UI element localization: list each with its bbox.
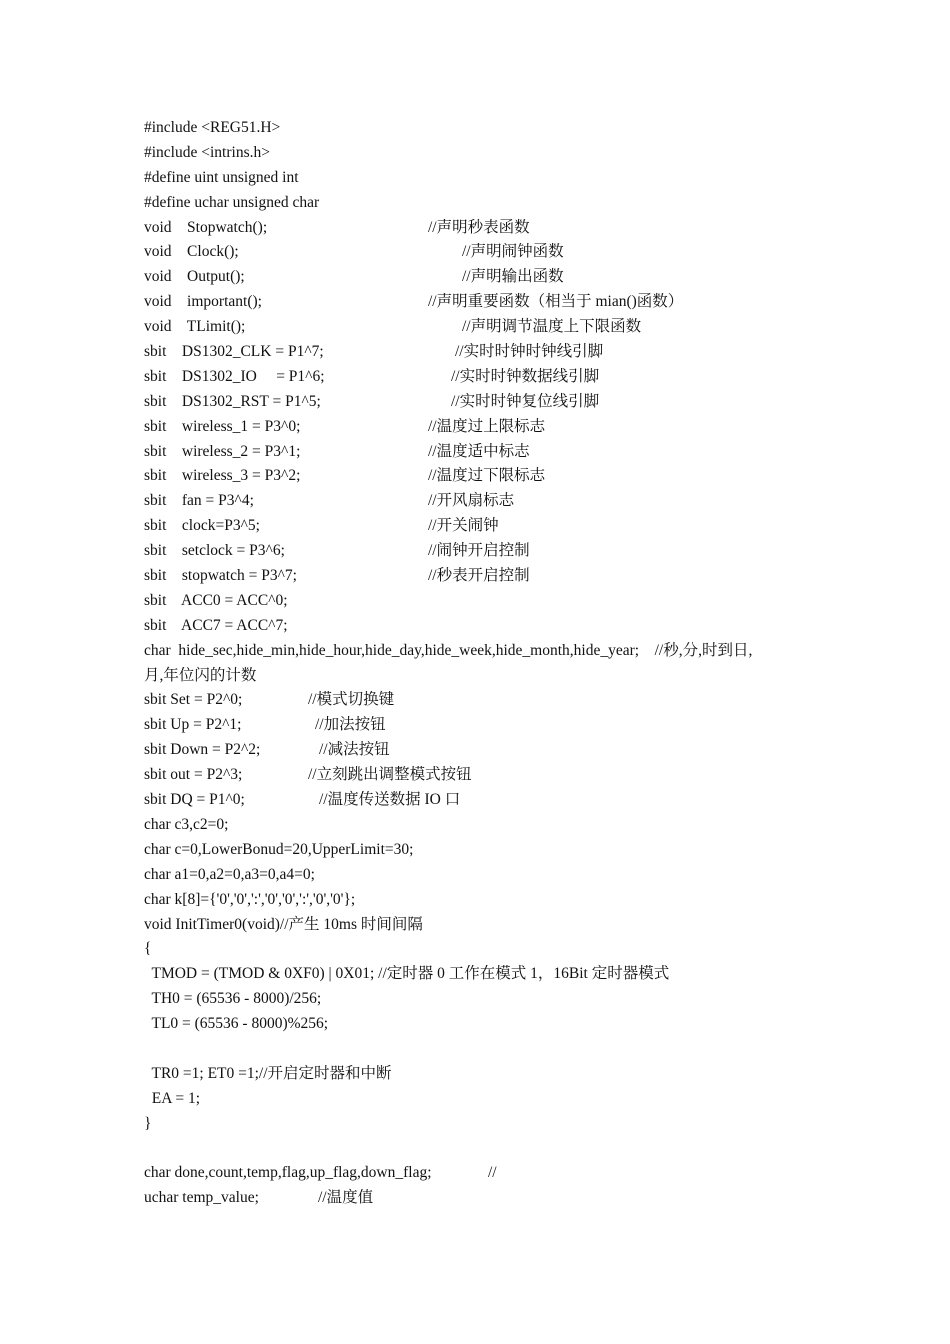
code-text: sbit wireless_2 = P3^1;: [144, 442, 301, 460]
code-text: char c=0,LowerBonud=20,UpperLimit=30;: [144, 840, 414, 858]
code-text: uchar temp_value;: [144, 1189, 259, 1207]
code-line: [144, 390, 844, 415]
code-comment: //实时时钟时钟线引脚: [455, 343, 604, 361]
code-line: [144, 265, 844, 290]
code-text: sbit clock=P3^5;: [144, 517, 260, 535]
code-line: [144, 738, 844, 763]
code-text: #include <REG51.H>: [144, 119, 281, 136]
code-text: #define uchar unsigned char: [144, 193, 320, 211]
code-text: sbit wireless_3 = P3^2;: [144, 467, 301, 485]
code-line: [144, 888, 844, 913]
code-comment: //实时时钟复位线引脚: [451, 392, 600, 410]
code-line: [144, 614, 844, 639]
code-comment: //加法按钮: [315, 716, 386, 734]
code-line: [144, 116, 844, 141]
code-text: #include <intrins.h>: [144, 143, 270, 161]
code-line: [144, 1062, 844, 1087]
code-text: sbit stopwatch = P3^7;: [144, 567, 297, 585]
code-line: [144, 1186, 844, 1211]
code-line: [144, 1087, 844, 1112]
code-comment: //: [488, 1164, 497, 1182]
code-text: void important();: [144, 293, 262, 311]
code-line: [144, 240, 844, 265]
code-line: [144, 713, 844, 738]
code-text: sbit out = P2^3;: [144, 766, 243, 784]
code-text: 月,年位闪的计数: [144, 666, 257, 684]
code-line: [144, 365, 844, 390]
code-text: char c3,c2=0;: [144, 815, 229, 833]
code-text: sbit Set = P2^0;: [144, 691, 243, 709]
code-text: void Stopwatch();: [144, 218, 268, 236]
code-listing: [144, 116, 844, 1211]
code-line: [144, 415, 844, 440]
code-text: sbit fan = P3^4;: [144, 492, 254, 510]
code-comment: //声明调节温度上下限函数: [462, 318, 642, 336]
code-text: TR0 =1; ET0 =1;//开启定时器和中断: [144, 1064, 392, 1082]
code-text: sbit DS1302_RST = P1^5;: [144, 392, 321, 410]
code-line: [144, 589, 844, 614]
code-text: void Clock();: [144, 243, 239, 261]
code-text: sbit DS1302_IO = P1^6;: [144, 367, 325, 385]
code-text: char a1=0,a2=0,a3=0,a4=0;: [144, 865, 315, 883]
code-line: [144, 141, 844, 166]
code-line: [144, 539, 844, 564]
code-line: [144, 514, 844, 539]
code-line: [144, 813, 844, 838]
code-comment: //闹钟开启控制: [428, 542, 530, 560]
code-text: char k[8]={'0','0',':','0','0',':','0','0'};: [144, 890, 356, 908]
code-comment: //温度过下限标志: [428, 467, 546, 485]
code-text: sbit DS1302_CLK = P1^7;: [144, 343, 324, 361]
code-line: [144, 464, 844, 489]
code-text: void Output();: [144, 268, 245, 286]
code-line: [144, 315, 844, 340]
code-comment: //温度适中标志: [428, 442, 530, 460]
code-text: TL0 = (65536 - 8000)%256;: [144, 1015, 329, 1033]
code-line: [144, 564, 844, 589]
blank-line: [144, 1037, 844, 1062]
code-text: sbit Up = P2^1;: [144, 716, 242, 734]
code-line: [144, 1161, 844, 1186]
code-comment: //减法按钮: [319, 741, 390, 759]
code-comment: //秒表开启控制: [428, 567, 530, 585]
code-text: sbit ACC0 = ACC^0;: [144, 591, 288, 609]
code-text: EA = 1;: [144, 1089, 201, 1107]
code-line: [144, 688, 844, 713]
code-comment: //温度值: [318, 1189, 374, 1207]
code-text: void TLimit();: [144, 318, 246, 336]
code-line: [144, 440, 844, 465]
code-line: [144, 191, 844, 216]
code-comment: //声明输出函数: [462, 268, 564, 286]
code-comment: //温度过上限标志: [428, 417, 546, 435]
code-text: void InitTimer0(void)//产生 10ms 时间间隔: [144, 915, 423, 933]
code-comment: //实时时钟数据线引脚: [451, 367, 600, 385]
code-line: [144, 166, 844, 191]
code-comment: //开风扇标志: [428, 492, 515, 510]
code-line: [144, 1112, 844, 1137]
code-line: [144, 937, 844, 962]
code-text: sbit ACC7 = ACC^7;: [144, 616, 288, 634]
code-comment: //温度传送数据 IO 口: [319, 791, 461, 809]
code-text: char hide_sec,hide_min,hide_hour,hide_day,hide_week,hide_month,hide_year; //秒,分,时到日,: [144, 641, 753, 659]
code-text: sbit DQ = P1^0;: [144, 791, 245, 809]
code-line: [144, 489, 844, 514]
code-text: #define uint unsigned int: [144, 168, 299, 186]
code-line: [144, 863, 844, 888]
code-line: [144, 788, 844, 813]
code-comment: //声明秒表函数: [428, 218, 530, 236]
code-comment: //声明重要函数（相当于 mian()函数）: [428, 293, 684, 311]
code-text: TMOD = (TMOD & 0XF0) | 0X01; //定时器 0 工作在模式 1，16Bit 定时器模式: [144, 965, 670, 983]
code-line: [144, 1012, 844, 1037]
code-text: char done,count,temp,flag,up_flag,down_flag;: [144, 1164, 432, 1182]
code-comment: //开关闹钟: [428, 517, 499, 535]
code-text: sbit Down = P2^2;: [144, 741, 261, 759]
code-text: TH0 = (65536 - 8000)/256;: [144, 990, 322, 1008]
code-comment: //模式切换键: [308, 691, 395, 709]
code-text: sbit wireless_1 = P3^0;: [144, 417, 301, 435]
code-line: [144, 838, 844, 863]
code-line-wrapped-first: [144, 639, 844, 664]
code-line: [144, 913, 844, 938]
code-line: [144, 962, 844, 987]
code-text: }: [144, 1114, 152, 1132]
code-line: [144, 987, 844, 1012]
code-text: sbit setclock = P3^6;: [144, 542, 285, 560]
code-line-wrapped-second: [144, 664, 844, 689]
code-line: [144, 290, 844, 315]
code-text: {: [144, 940, 152, 958]
code-line: [144, 216, 844, 241]
code-comment: //声明闹钟函数: [462, 243, 564, 261]
code-line: [144, 763, 844, 788]
blank-line: [144, 1137, 844, 1162]
code-comment: //立刻跳出调整模式按钮: [308, 766, 472, 784]
code-line: [144, 340, 844, 365]
